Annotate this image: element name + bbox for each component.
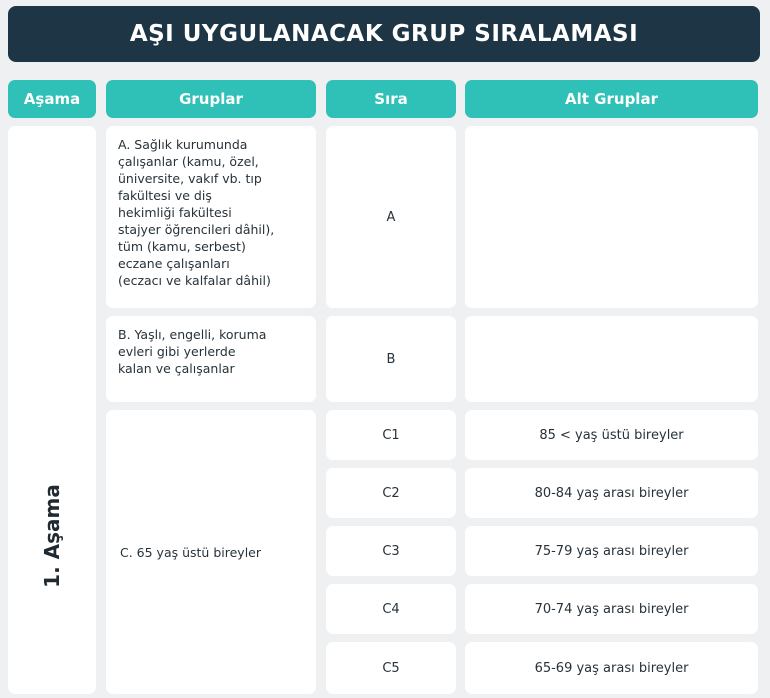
subgroup-c2-cell: 80-84 yaş arası bireyler [465,468,758,518]
order-c1-cell: C1 [326,410,456,460]
order-c3-cell: C3 [326,526,456,576]
group-b-text: B. Yaşlı, engelli, koruma evleri gibi yerlerde kalan ve çalışanlar [118,327,267,376]
stage-label: 1. Aşama [40,484,64,588]
subgroup-c3-cell: 75-79 yaş arası bireyler [465,526,758,576]
header-order: Sıra [326,80,456,118]
header-stage: Aşama [8,80,96,118]
order-a-cell: A [326,126,456,308]
order-b-cell: B [326,316,456,402]
group-a-cell [106,126,316,308]
subgroup-c1-cell: 85 < yaş üstü bireyler [465,410,758,460]
header-subgroups: Alt Gruplar [465,80,758,118]
group-a-text: A. Sağlık kurumunda çalışanlar (kamu, özel, üniversite, vakıf vb. tıp fakültesi ve diş hekimliği fakültesi stajyer öğrencileri dâhil), tüm (kamu, serbest) eczane çalışanları (eczacı ve kalfalar dâhil) [118,137,275,288]
page-title: AŞI UYGULANACAK GRUP SIRALAMASI [8,6,760,62]
subgroup-c5-cell: 65-69 yaş arası bireyler [465,642,758,694]
order-c4-cell: C4 [326,584,456,634]
order-c2-cell: C2 [326,468,456,518]
stage-cell [8,126,96,694]
group-b-cell [106,316,316,402]
subgroup-c4-cell: 70-74 yaş arası bireyler [465,584,758,634]
group-c-cell: C. 65 yaş üstü bireyler [106,410,316,694]
header-groups: Gruplar [106,80,316,118]
order-c5-cell: C5 [326,642,456,694]
subgroup-b-cell [465,316,758,402]
subgroup-a-cell [465,126,758,308]
